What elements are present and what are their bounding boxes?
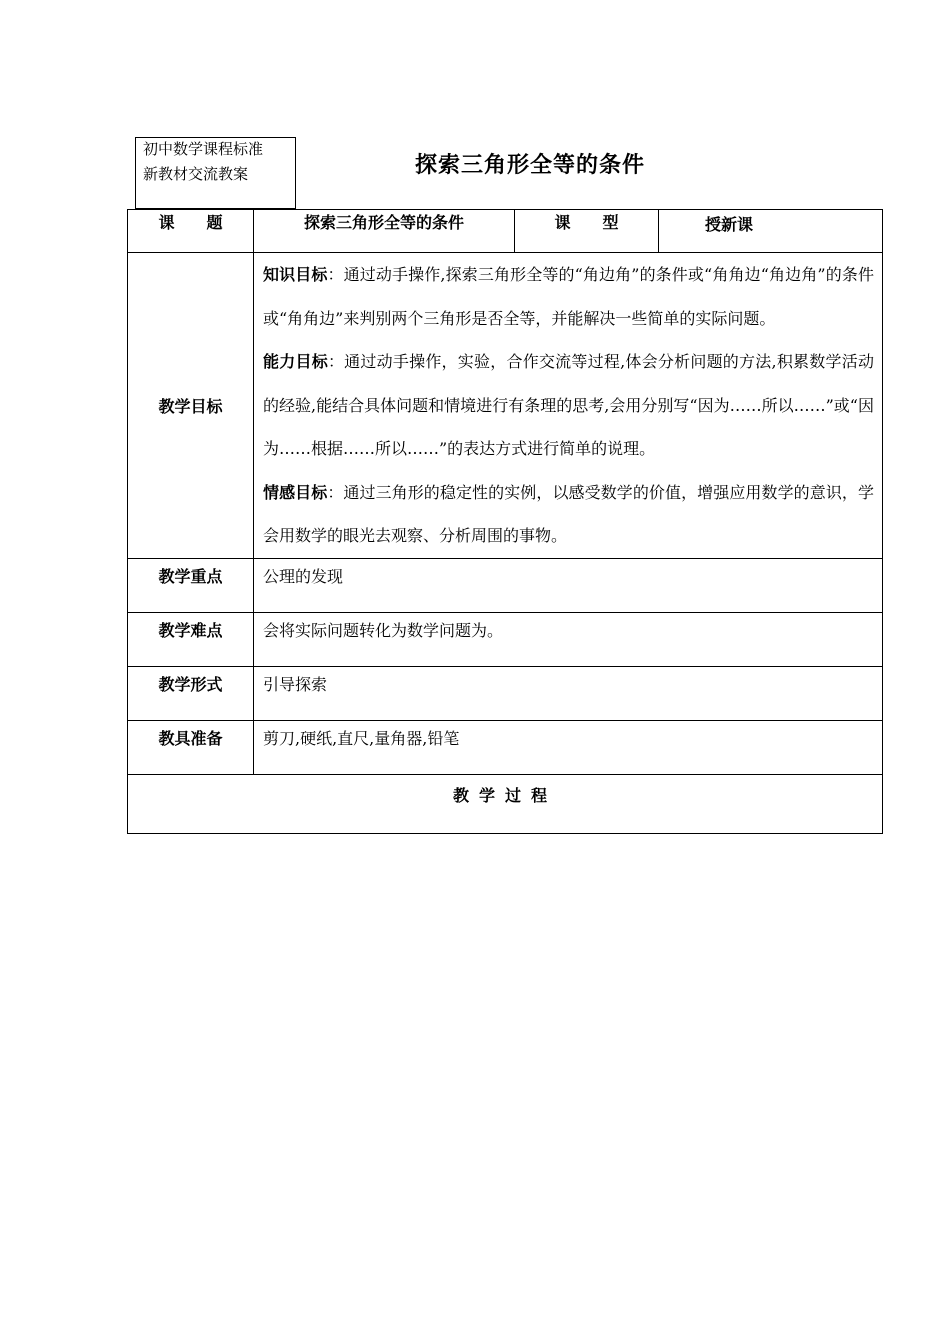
teaching-form-value: 引导探索	[254, 666, 883, 720]
emotion-objective-label: 情感目标	[263, 482, 328, 502]
header-box-line-2: 新教材交流教案	[143, 165, 249, 183]
objectives-content	[254, 253, 883, 559]
difficulty-value: 会将实际问题转化为数学问题为。	[254, 612, 883, 666]
knowledge-objective	[263, 253, 874, 340]
process-heading: 教学过程	[128, 774, 883, 833]
ability-objective-label: 能力目标	[263, 352, 328, 371]
emotion-objective-text: ：通过三角形的稳定性的实例，以感受数学的价值，增强应用数学的意识，学会用数学的眼光去观察、分析周围的事物。	[263, 482, 874, 545]
lesson-type-label: 课 型	[515, 210, 659, 253]
teaching-tools-row	[128, 720, 883, 774]
teaching-form-row	[128, 666, 883, 720]
knowledge-objective-text: ：通过动手操作,探索三角形全等的“角边角”的条件或“角角边“角边角”的条件或“角角边”来判别两个三角形是否全等，并能解决一些简单的实际问题。	[263, 265, 874, 328]
key-point-row	[128, 558, 883, 612]
key-point-value: 公理的发现	[254, 558, 883, 612]
difficulty-label: 教学难点	[128, 612, 254, 666]
header-info-box	[135, 137, 296, 209]
topic-label: 课 题	[128, 210, 254, 253]
document-title: 探索三角形全等的条件	[415, 153, 646, 178]
knowledge-objective-label: 知识目标	[263, 265, 328, 284]
objectives-label: 教学目标	[128, 253, 254, 559]
lesson-plan-table	[127, 209, 883, 834]
topic-row	[128, 210, 883, 253]
ability-objective	[263, 340, 874, 471]
ability-objective-text: ：通过动手操作，实验，合作交流等过程,体会分析问题的方法,积累数学活动的经验,能结合具体问题和情境进行有条理的思考,会用分别写“因为……所以……”或“因为……根据……所以……”的表达方式进行简单的说理。	[263, 352, 874, 458]
difficulty-row	[128, 612, 883, 666]
teaching-form-label: 教学形式	[128, 666, 254, 720]
process-row	[128, 774, 883, 833]
key-point-label: 教学重点	[128, 558, 254, 612]
teaching-tools-label: 教具准备	[128, 720, 254, 774]
teaching-tools-value: 剪刀,硬纸,直尺,量角器,铅笔	[254, 720, 883, 774]
topic-value: 探索三角形全等的条件	[254, 210, 515, 253]
emotion-objective	[263, 471, 874, 558]
lesson-type-value: 授新课	[659, 210, 883, 253]
objectives-row	[128, 253, 883, 559]
header-box-line-1: 初中数学课程标准	[143, 140, 264, 158]
